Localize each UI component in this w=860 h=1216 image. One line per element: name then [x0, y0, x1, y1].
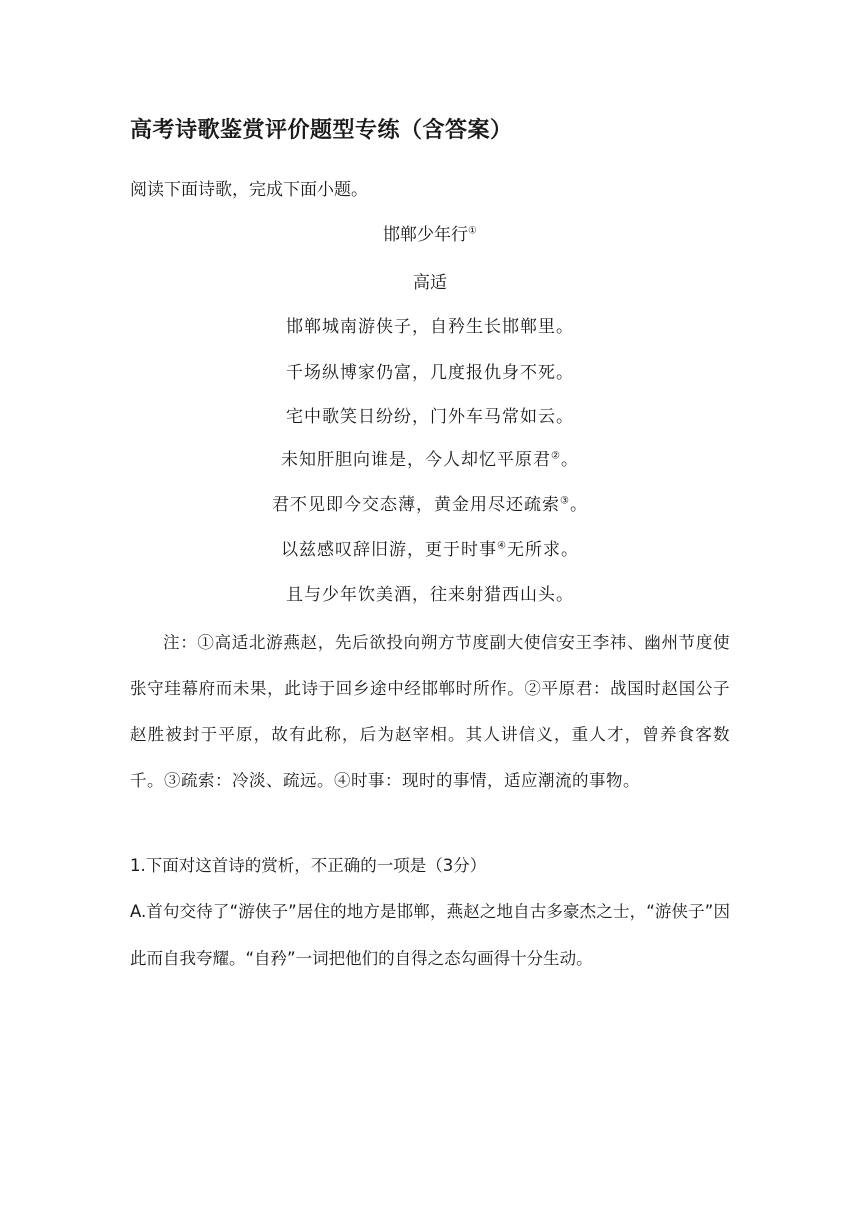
- question-1: 1.下面对这首诗的赏析，不正确的一项是（3分）: [130, 856, 487, 875]
- poem-line: [130, 490, 730, 515]
- footnote-marker: ②: [551, 450, 561, 462]
- poem-line-punct: 。: [560, 450, 579, 470]
- poem-line-punct: 。: [569, 495, 588, 515]
- poem-title: [130, 220, 730, 245]
- footnote-marker: ①: [468, 225, 477, 237]
- poem-line: 且与少年饮美酒，往来射猎西山头。: [286, 585, 574, 605]
- footnote-marker: ③: [560, 495, 570, 507]
- poem-notes: 注：①高适北游燕赵，先后欲投向朔方节度副大使信安王李祎、幽州节度使张守珪幕府而未果，此诗于回乡途中经邯郸时所作。②平原君：战国时赵国公子赵胜被封于平原，故有此称，后为赵宰相。其人讲信义，重人才，曾养食客数千。③疏索：冷淡、疏远。④时事：现时的事情，适应潮流的事物。: [130, 633, 730, 790]
- poem-title-text: 邯郸少年行: [383, 225, 469, 245]
- poem-line-text: 未知肝胆向谁是，今人却忆平原君: [281, 450, 552, 470]
- poem-line: [130, 445, 730, 470]
- poem-line-text: 无所求。: [506, 540, 579, 560]
- option-a: A.首句交待了“游侠子”居住的地方是邯郸，燕赵之地自古多豪杰之士，“游侠子”因此而自我夸耀。“自矜”一词把他们的自得之态勾画得十分生动。: [130, 902, 730, 968]
- poem-line: 宅中歌笑日纷纷，门外车马常如云。: [286, 407, 574, 427]
- poem-line-text: 君不见即今交态薄，黄金用尽还疏索: [272, 495, 561, 515]
- footnote-marker: ④: [497, 540, 507, 552]
- page-title: 高考诗歌鉴赏评价题型专练（含答案）: [130, 118, 513, 143]
- poem-line-text: 以兹感叹辞旧游，更于时事: [281, 540, 498, 560]
- instruction-text: 阅读下面诗歌，完成下面小题。: [130, 180, 368, 200]
- poem-line: 千场纵博家仍富，几度报仇身不死。: [286, 363, 574, 383]
- poem-line: 邯郸城南游侠子，自矜生长邯郸里。: [286, 317, 574, 337]
- poem-author: 高适: [413, 273, 447, 293]
- poem-line: [130, 535, 730, 560]
